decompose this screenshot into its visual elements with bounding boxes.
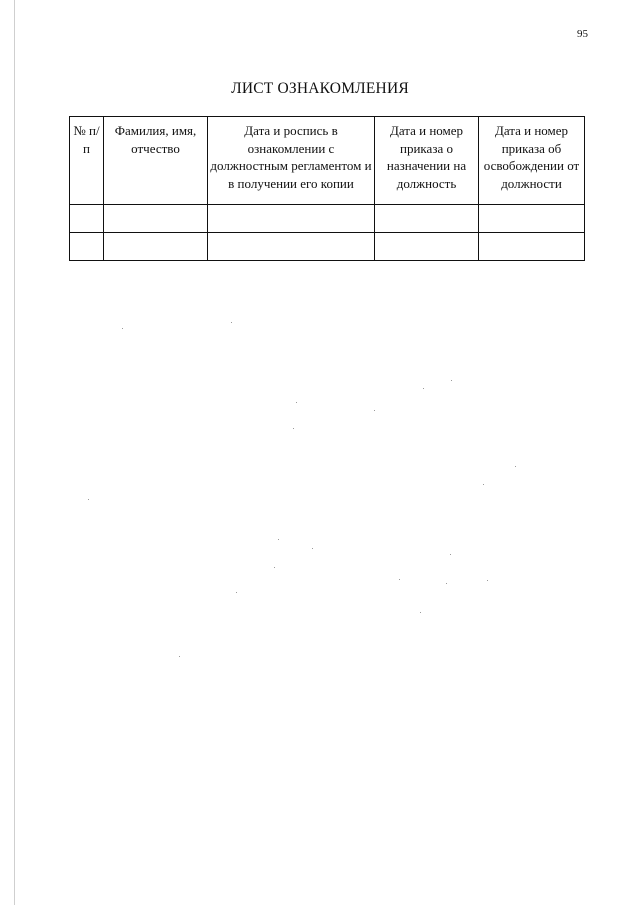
header-signature-date: Дата и роспись в ознакомлении с должностным регламентом и в получении его копии	[208, 117, 375, 205]
table-row	[70, 233, 585, 261]
acknowledgement-table	[69, 116, 585, 261]
page-title: ЛИСТ ОЗНАКОМЛЕНИЯ	[231, 80, 409, 97]
table-cell	[104, 233, 208, 261]
table-cell	[375, 233, 479, 261]
table-header-row	[70, 117, 585, 205]
header-full-name: Фамилия, имя, отчество	[104, 117, 208, 205]
table-row	[70, 205, 585, 233]
page-number: 95	[577, 28, 588, 40]
table-cell	[479, 205, 585, 233]
table-cell	[479, 233, 585, 261]
table-cell	[104, 205, 208, 233]
table-cell	[70, 205, 104, 233]
table-cell	[70, 233, 104, 261]
header-dismissal-order: Дата и номер приказа об освобождении от должности	[479, 117, 585, 205]
table-cell	[208, 233, 375, 261]
table-cell	[375, 205, 479, 233]
table-cell	[208, 205, 375, 233]
header-appointment-order: Дата и номер приказа о назначении на должность	[375, 117, 479, 205]
scan-edge-line	[14, 0, 15, 905]
header-number: № п/п	[70, 117, 104, 205]
